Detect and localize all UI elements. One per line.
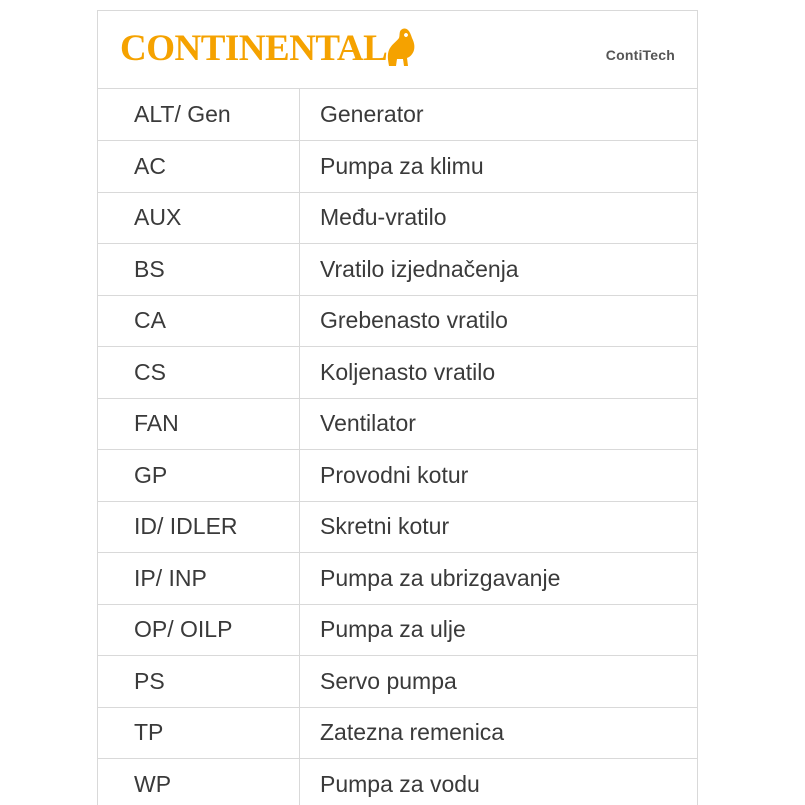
continental-wordmark: CONTINENTAL xyxy=(120,28,388,69)
description-cell: Među-vratilo xyxy=(300,192,698,244)
code-cell: AUX xyxy=(98,192,300,244)
code-cell: GP xyxy=(98,450,300,502)
code-cell: OP/ OILP xyxy=(98,604,300,656)
description-cell: Pumpa za ubrizgavanje xyxy=(300,553,698,605)
table-row xyxy=(98,244,697,296)
description-cell: Pumpa za vodu xyxy=(320,771,480,797)
code-cell: PS xyxy=(98,656,300,708)
table-row xyxy=(98,398,697,450)
description-cell: Pumpa za klimu xyxy=(300,141,698,193)
code-cell: ALT/ Gen xyxy=(98,89,300,141)
table-row xyxy=(98,553,697,605)
table-row xyxy=(98,89,697,141)
code-cell: WP xyxy=(98,759,300,805)
abbreviation-legend-table xyxy=(98,89,697,805)
description-cell: Grebenasto vratilo xyxy=(300,295,698,347)
code-cell: TP xyxy=(98,707,300,759)
table-row xyxy=(98,604,697,656)
description-cell: Pumpa za ulje xyxy=(300,604,698,656)
code-cell: FAN xyxy=(98,398,300,450)
description-cell: Vratilo izjednačenja xyxy=(300,244,698,296)
table-row xyxy=(98,759,697,805)
description-cell: Servo pumpa xyxy=(300,656,698,708)
description-cell: Zatezna remenica xyxy=(300,707,698,759)
code-cell: ID/ IDLER xyxy=(98,501,300,553)
code-cell: CS xyxy=(98,347,300,399)
table-row xyxy=(98,295,697,347)
horse-logo-icon xyxy=(382,27,418,67)
table-row xyxy=(98,192,697,244)
table-row xyxy=(98,656,697,708)
table-row xyxy=(98,501,697,553)
code-cell: CA xyxy=(98,295,300,347)
description-cell: Koljenasto vratilo xyxy=(300,347,698,399)
table-row xyxy=(98,450,697,502)
table-body xyxy=(98,89,697,805)
brand-header xyxy=(98,11,697,89)
code-cell: IP/ INP xyxy=(98,553,300,605)
legend-card xyxy=(97,10,698,805)
table-row xyxy=(98,141,697,193)
code-cell: BS xyxy=(98,244,300,296)
description-cell: Skretni kotur xyxy=(300,501,698,553)
description-cell: Generator xyxy=(300,89,698,141)
code-cell: AC xyxy=(98,141,300,193)
description-cell: Ventilator xyxy=(300,398,698,450)
table-row xyxy=(98,347,697,399)
description-cell: Provodni kotur xyxy=(300,450,698,502)
table-row xyxy=(98,707,697,759)
contitech-sub-brand: ContiTech xyxy=(605,47,675,63)
